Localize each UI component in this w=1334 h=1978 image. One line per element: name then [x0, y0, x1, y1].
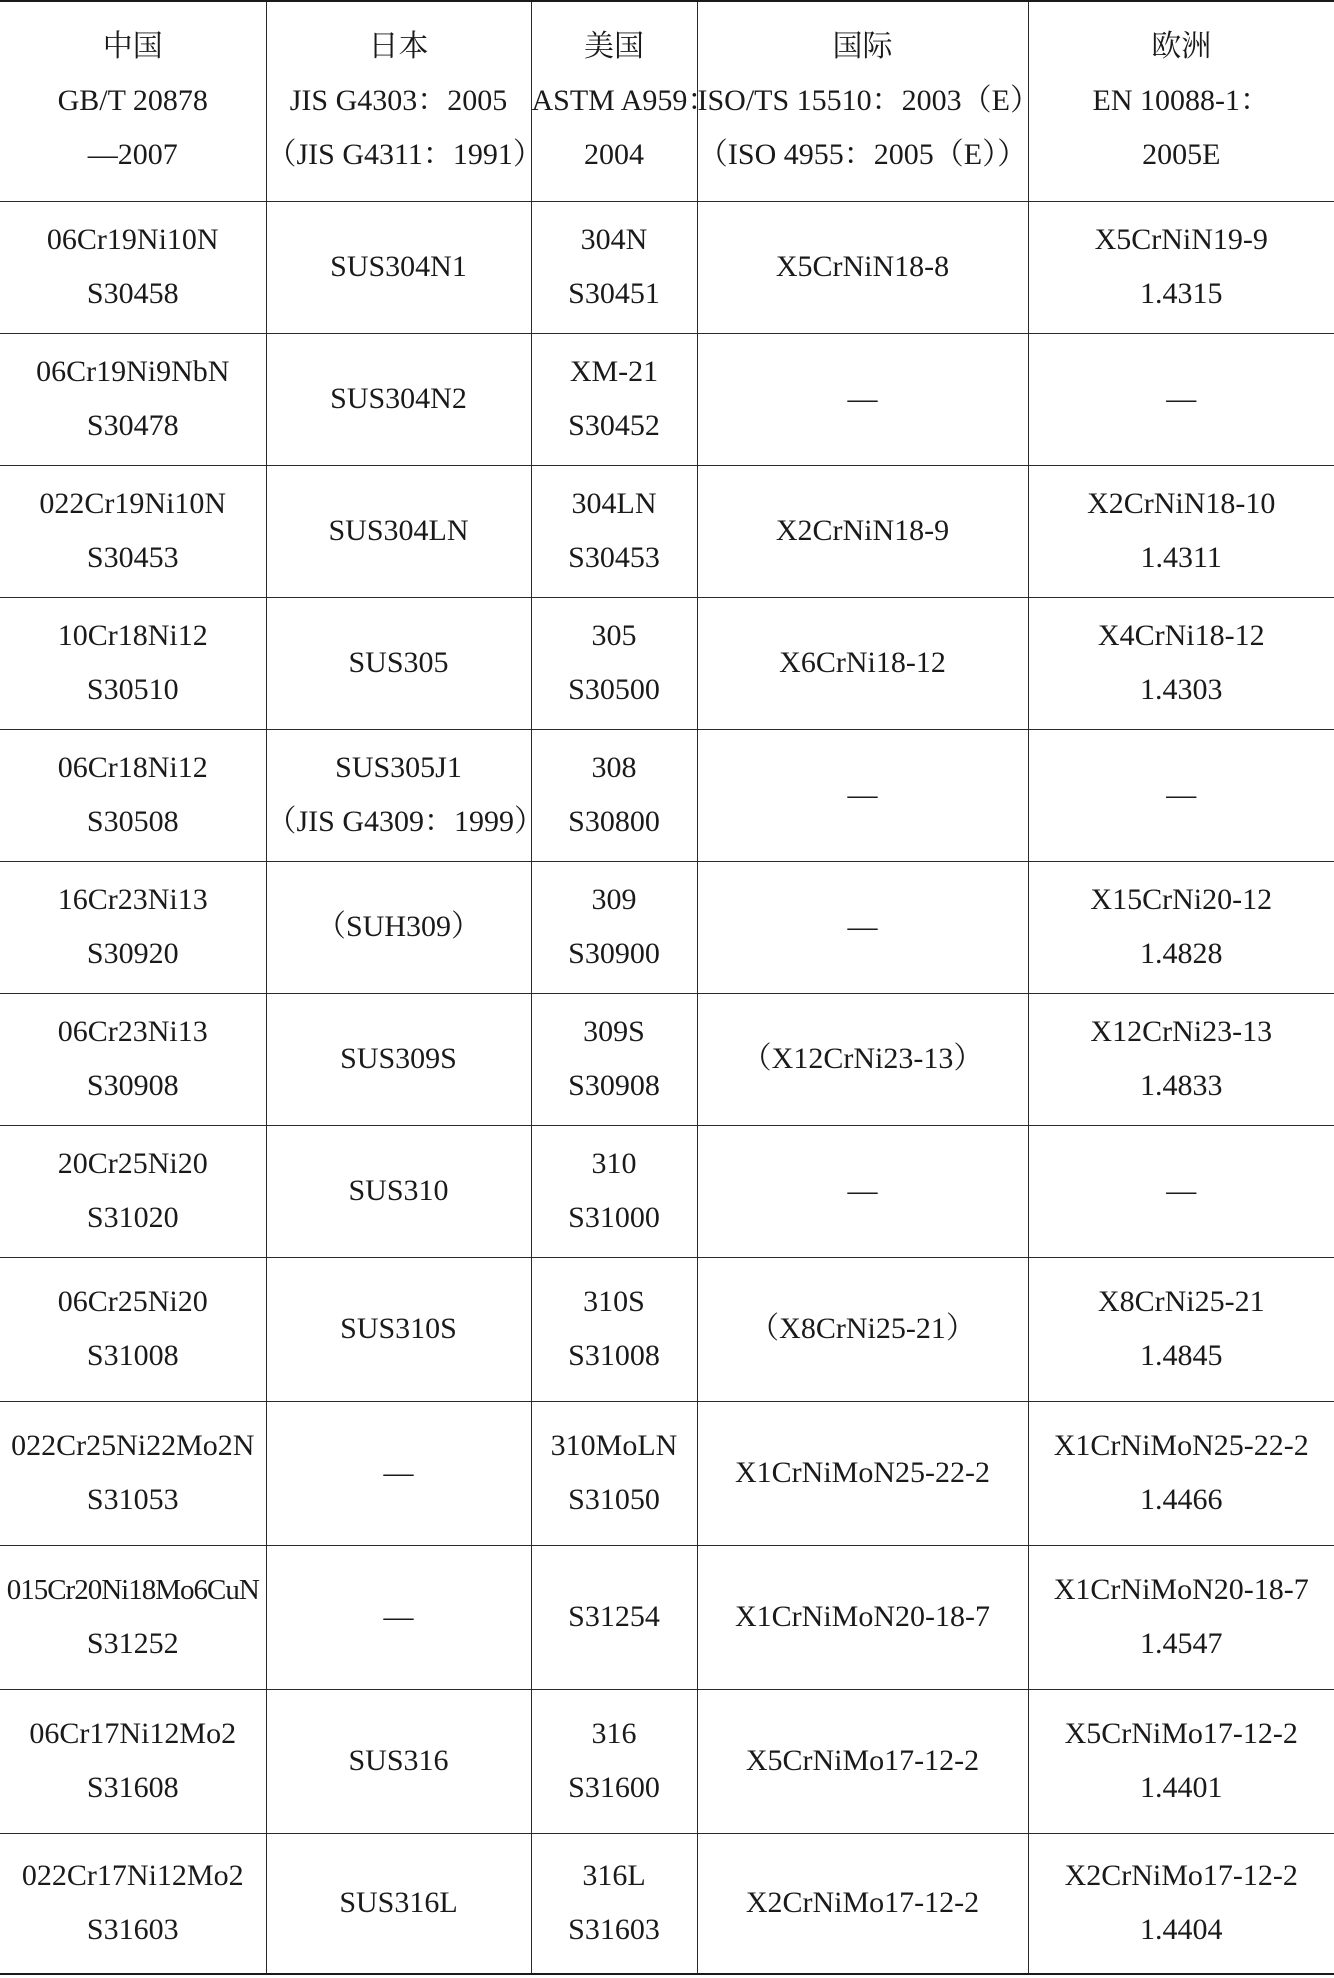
header-line: —2007: [87, 138, 178, 172]
cell-usa: [531, 597, 697, 729]
cell-europe: [1028, 1833, 1334, 1974]
cell-line: 308: [591, 751, 637, 784]
cell-line: S30908: [568, 1069, 660, 1102]
cell-line: 310MoLN: [550, 1429, 678, 1462]
cell-line: SUS304N1: [330, 250, 467, 283]
header-line: 日本: [368, 30, 429, 64]
cell-international: [697, 1689, 1028, 1833]
cell-line: 1.4401: [1140, 1771, 1223, 1804]
table-row: [0, 993, 1334, 1125]
cell-line: X5CrNiMo17-12-2: [745, 1744, 980, 1777]
cell-line: 310: [591, 1147, 637, 1180]
cell-line: S30908: [86, 1069, 179, 1102]
cell-usa: [531, 1833, 697, 1974]
cell-europe: [1028, 1257, 1334, 1401]
cell-line: —: [383, 1600, 414, 1633]
cell-line: SUS304LN: [328, 514, 469, 547]
cell-international: [697, 333, 1028, 465]
cell-line: X5CrNiN18-8: [775, 250, 950, 283]
cell-europe: [1028, 729, 1334, 861]
cell-line: X15CrNi20-12: [1090, 883, 1273, 916]
cell-line: X2CrNiMo17-12-2: [745, 1886, 980, 1920]
cell-line: —: [1166, 778, 1197, 811]
cell-china: [0, 861, 266, 993]
cell-line: S30458: [86, 277, 179, 310]
cell-europe: [1028, 333, 1334, 465]
cell-line: X2CrNiN18-10: [1087, 487, 1276, 520]
cell-china: [0, 201, 266, 333]
cell-line: 1.4311: [1140, 541, 1222, 574]
header-line: ASTM A959：: [531, 84, 718, 118]
table-row: [0, 465, 1334, 597]
cell-line: S30453: [568, 541, 660, 574]
table-row: [0, 597, 1334, 729]
cell-japan: [266, 333, 531, 465]
cell-international: [697, 1125, 1028, 1257]
cell-line: —: [1166, 382, 1197, 415]
header-europe: [1028, 1, 1334, 201]
header-line: JIS G4303：2005: [289, 84, 508, 118]
cell-line: 06Cr19Ni10N: [46, 223, 219, 256]
cell-japan: [266, 861, 531, 993]
cell-line: X5CrNiN19-9: [1094, 223, 1268, 256]
cell-line: 316L: [582, 1859, 646, 1893]
cell-japan: [266, 729, 545, 861]
cell-line: S30900: [568, 937, 660, 970]
header-line: 2004: [584, 138, 644, 172]
cell-line: 316: [591, 1717, 637, 1750]
header-international: [697, 1, 1041, 201]
cell-line: （JIS G4309：1999）: [266, 805, 545, 838]
cell-line: 16Cr23Ni13: [57, 883, 208, 916]
cell-international: [697, 1545, 1028, 1689]
cell-line: S30508: [86, 805, 179, 838]
cell-line: （X8CrNi25-21）: [749, 1312, 976, 1345]
cell-japan: [266, 1401, 531, 1545]
cell-line: S30800: [568, 805, 660, 838]
table-row: [0, 1257, 1334, 1401]
cell-usa: [531, 1689, 697, 1833]
cell-line: 310S: [583, 1285, 645, 1318]
cell-line: 022Cr17Ni12Mo2: [21, 1859, 244, 1893]
header-line: EN 10088-1：: [1092, 84, 1270, 118]
header-row: [0, 1, 1334, 201]
table-row: [0, 1401, 1334, 1545]
cell-china: [0, 597, 266, 729]
cell-europe: [1028, 1401, 1334, 1545]
cell-usa: [531, 333, 697, 465]
cell-line: 06Cr25Ni20: [57, 1285, 208, 1318]
cell-usa: [531, 1545, 697, 1689]
cell-line: 1.4828: [1140, 937, 1223, 970]
cell-usa: [531, 201, 697, 333]
cell-line: 20Cr25Ni20: [57, 1147, 208, 1180]
cell-line: S30453: [86, 541, 179, 574]
cell-line: X5CrNiMo17-12-2: [1064, 1717, 1298, 1750]
cell-line: SUS310: [348, 1174, 449, 1207]
cell-japan: [266, 1545, 531, 1689]
cell-japan: [266, 465, 531, 597]
header-line: 美国: [584, 30, 644, 64]
header-line: 中国: [102, 30, 163, 64]
header-line: GB/T 20878: [57, 84, 208, 118]
cell-line: S31008: [568, 1339, 660, 1372]
cell-line: S31603: [568, 1913, 660, 1947]
cell-line: SUS304N2: [330, 382, 467, 415]
table-row: [0, 1833, 1334, 1974]
cell-line: 304N: [580, 223, 648, 256]
cell-line: —: [847, 1174, 878, 1207]
cell-japan: [266, 1833, 531, 1974]
cell-line: X2CrNiMo17-12-2: [1064, 1859, 1298, 1893]
header-line: 2005E: [1142, 138, 1221, 172]
cell-line: （SUH309）: [315, 910, 481, 943]
cell-line: 06Cr17Ni12Mo2: [29, 1717, 237, 1750]
table-row: [0, 1545, 1334, 1689]
table-body: [0, 201, 1334, 1974]
cell-line: SUS305: [348, 646, 449, 679]
header-japan: [266, 1, 543, 201]
cell-line: S31600: [568, 1771, 660, 1804]
cell-line: X8CrNi25-21: [1097, 1285, 1265, 1318]
cell-japan: [266, 201, 531, 333]
cell-line: —: [847, 382, 878, 415]
cell-line: S31254: [568, 1600, 660, 1633]
cell-japan: [266, 1125, 531, 1257]
cell-japan: [266, 597, 531, 729]
cell-china: [0, 1545, 266, 1689]
cell-china: [0, 993, 266, 1125]
cell-line: 06Cr19Ni9NbN: [36, 355, 230, 388]
cell-line: 309: [591, 883, 637, 916]
cell-international: [697, 201, 1028, 333]
cell-japan: [266, 1257, 531, 1401]
cell-europe: [1028, 597, 1334, 729]
cell-usa: [531, 465, 697, 597]
cell-line: SUS316: [348, 1744, 449, 1777]
cell-line: X6CrNi18-12: [779, 646, 946, 679]
cell-line: 1.4303: [1140, 673, 1223, 706]
cell-usa: [531, 1401, 697, 1545]
cell-line: —: [1166, 1174, 1197, 1207]
cell-international: [697, 861, 1028, 993]
cell-line: S30452: [568, 409, 660, 442]
cell-china: [0, 333, 266, 465]
cell-line: S31603: [86, 1913, 179, 1947]
cell-line: S31608: [86, 1771, 179, 1804]
cell-line: SUS316L: [339, 1886, 458, 1920]
cell-japan: [266, 1689, 531, 1833]
cell-line: （X12CrNi23-13）: [741, 1042, 984, 1075]
cell-line: S31050: [568, 1483, 660, 1516]
cell-line: SUS305J1: [335, 751, 462, 784]
cell-line: 1.4845: [1140, 1339, 1223, 1372]
cell-line: S30478: [86, 409, 179, 442]
cell-line: X1CrNiMoN25-22-2: [735, 1456, 990, 1489]
cell-line: 015Cr20Ni18Mo6CuN: [6, 1574, 259, 1606]
cell-line: —: [383, 1456, 414, 1489]
table-row: [0, 861, 1334, 993]
cell-line: 309S: [583, 1015, 645, 1048]
table-row: [0, 729, 1334, 861]
table-row: [0, 201, 1334, 333]
cell-line: SUS309S: [340, 1042, 457, 1075]
header-line: ISO/TS 15510：2003（E）: [697, 84, 1041, 118]
cell-line: X12CrNi23-13: [1090, 1015, 1273, 1048]
cell-international: [697, 1833, 1028, 1974]
table-header: [0, 1, 1334, 201]
header-line: （ISO 4955：2005（E））: [697, 138, 1028, 172]
cell-line: S30510: [86, 673, 179, 706]
cell-europe: [1028, 1689, 1334, 1833]
cell-line: 1.4466: [1140, 1483, 1223, 1516]
cell-usa: [531, 1257, 697, 1401]
cell-line: —: [847, 778, 878, 811]
cell-line: 06Cr23Ni13: [57, 1015, 208, 1048]
cell-europe: [1028, 861, 1334, 993]
cell-line: S31252: [86, 1627, 179, 1660]
cell-international: [697, 597, 1028, 729]
cell-usa: [531, 861, 697, 993]
cell-europe: [1028, 1125, 1334, 1257]
cell-china: [0, 729, 266, 861]
cell-line: X4CrNi18-12: [1097, 619, 1265, 652]
cell-line: 1.4404: [1140, 1913, 1223, 1947]
cell-line: S31000: [568, 1201, 660, 1234]
cell-line: SUS310S: [340, 1312, 457, 1345]
cell-line: X1CrNiMoN20-18-7: [735, 1600, 990, 1633]
table-row: [0, 1689, 1334, 1833]
cell-europe: [1028, 465, 1334, 597]
cell-line: 1.4315: [1140, 277, 1223, 310]
cell-europe: [1028, 201, 1334, 333]
cell-line: X2CrNiN18-9: [775, 514, 950, 547]
cell-line: X1CrNiMoN20-18-7: [1053, 1573, 1309, 1606]
cell-line: S31020: [86, 1201, 179, 1234]
cell-china: [0, 465, 266, 597]
cell-line: X1CrNiMoN25-22-2: [1053, 1429, 1309, 1462]
cell-international: [697, 1257, 1028, 1401]
table-row: [0, 333, 1334, 465]
cell-china: [0, 1401, 266, 1545]
cell-usa: [531, 729, 697, 861]
cell-usa: [531, 993, 697, 1125]
cell-line: 022Cr19Ni10N: [39, 487, 227, 520]
cell-line: 304LN: [571, 487, 657, 520]
cell-line: 1.4833: [1140, 1069, 1223, 1102]
header-china: [0, 1, 266, 201]
cell-line: S30500: [568, 673, 660, 706]
cell-line: 10Cr18Ni12: [57, 619, 208, 652]
cell-international: [697, 729, 1028, 861]
header-line: 国际: [832, 30, 893, 64]
cell-line: S31053: [86, 1483, 179, 1516]
cell-international: [697, 993, 1028, 1125]
cell-line: S30920: [86, 937, 179, 970]
cell-china: [0, 1257, 266, 1401]
header-line: （JIS G4311：1991）: [266, 138, 543, 172]
cell-china: [0, 1125, 266, 1257]
cell-line: 305: [591, 619, 637, 652]
header-line: 欧洲: [1151, 30, 1212, 64]
cell-line: 06Cr18Ni12: [57, 751, 208, 784]
cell-china: [0, 1833, 266, 1974]
cell-line: S31008: [86, 1339, 179, 1372]
cell-line: XM-21: [569, 355, 659, 388]
cell-line: 022Cr25Ni22Mo2N: [11, 1429, 255, 1462]
cell-line: —: [847, 910, 878, 943]
cell-line: S30451: [568, 277, 660, 310]
cell-japan: [266, 993, 531, 1125]
cell-europe: [1028, 1545, 1334, 1689]
cell-europe: [1028, 993, 1334, 1125]
cell-international: [697, 1401, 1028, 1545]
header-usa: [531, 1, 718, 201]
cell-international: [697, 465, 1028, 597]
cell-usa: [531, 1125, 697, 1257]
cell-line: 1.4547: [1140, 1627, 1223, 1660]
cell-china: [0, 1689, 266, 1833]
table-row: [0, 1125, 1334, 1257]
